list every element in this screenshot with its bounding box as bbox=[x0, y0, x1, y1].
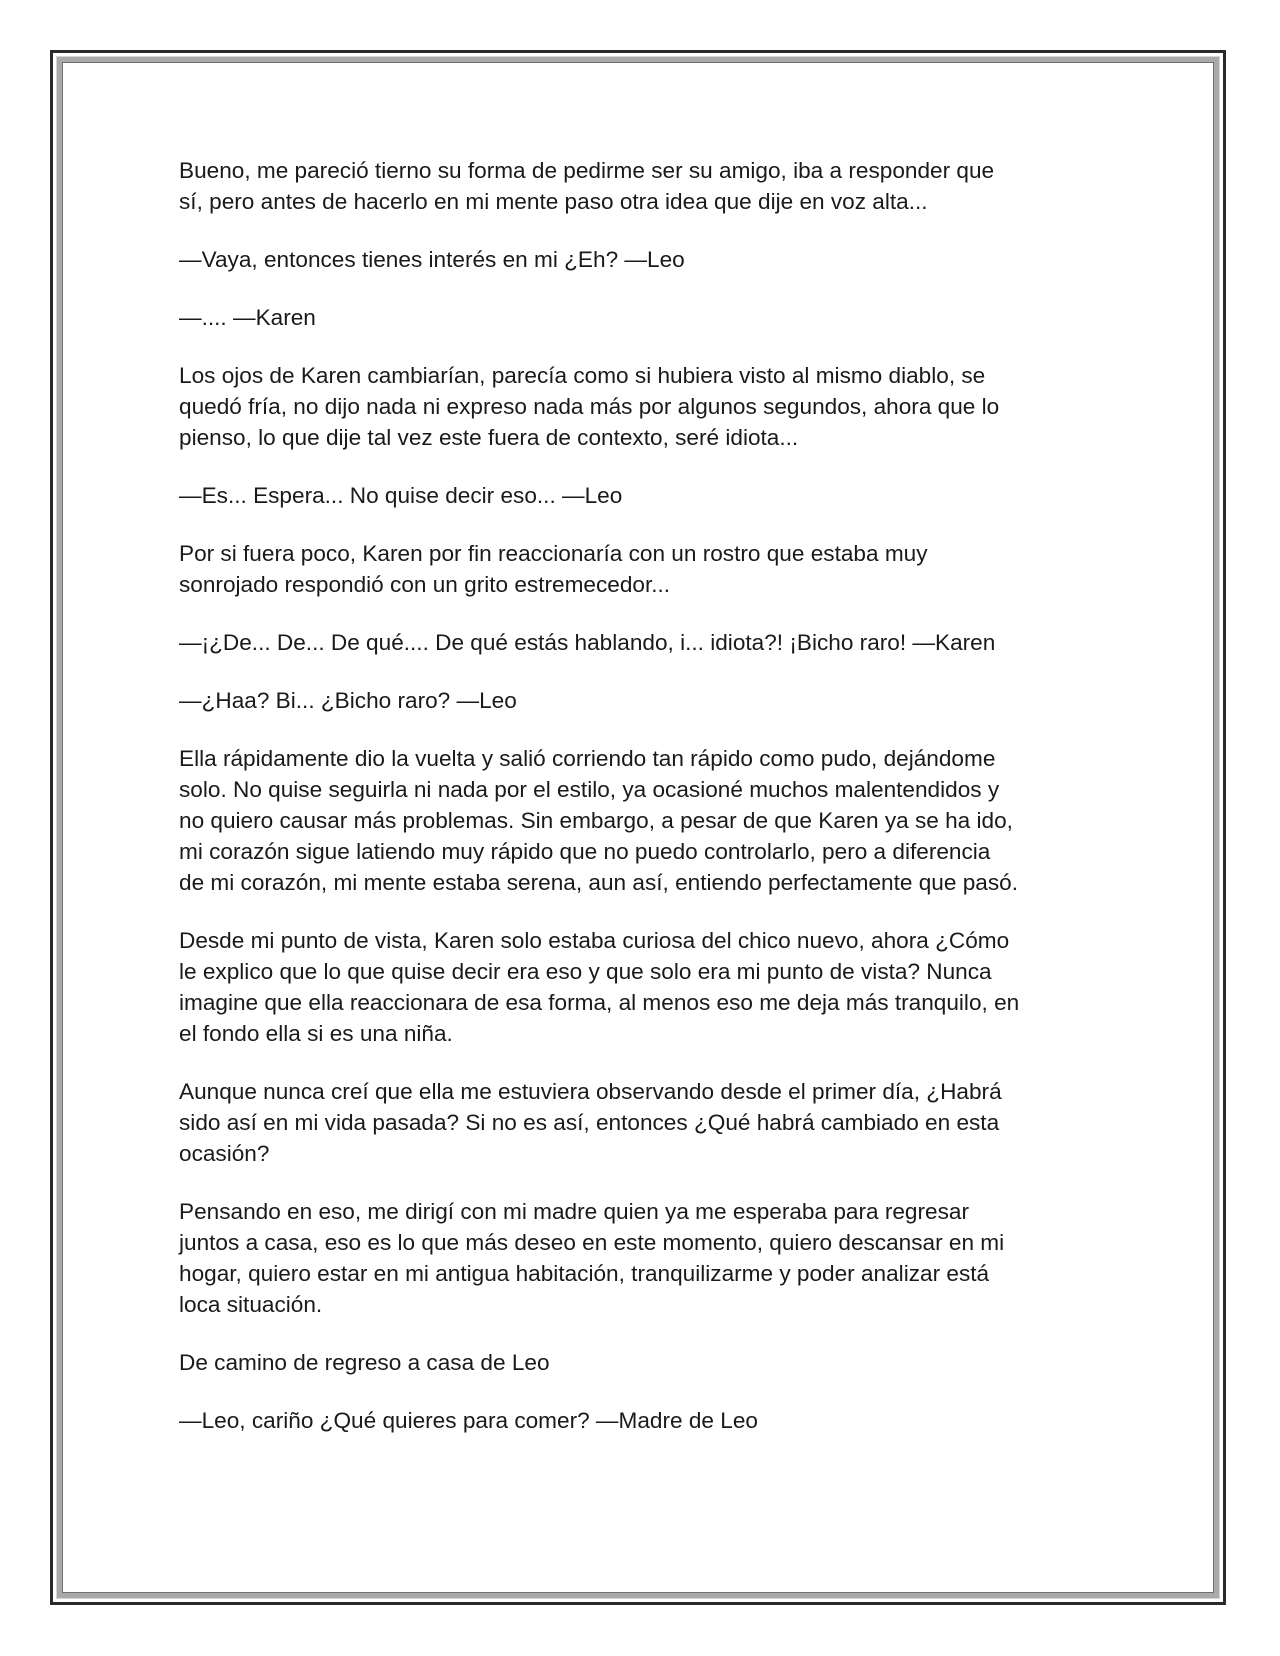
scene-note: De camino de regreso a casa de Leo bbox=[179, 1350, 550, 1375]
dialogue-line: —Leo, cariño ¿Qué quieres para comer? —Madre de Leo bbox=[179, 1408, 758, 1433]
paragraph: Desde mi punto de vista, Karen solo estaba curiosa del chico nuevo, ahora ¿Cómo le explico que lo que quise decir era eso y que solo era mi punto de vista? Nunca imagine que ella reaccionara de esa forma, al menos eso me deja más tranquilo, en el fondo ella si es una niña. bbox=[179, 928, 1020, 1046]
dialogue-line: —Vaya, entonces tienes interés en mi ¿Eh? —Leo bbox=[179, 247, 685, 272]
dialogue-line: —Es... Espera... No quise decir eso... —Leo bbox=[179, 483, 623, 508]
dialogue-line: —.... —Karen bbox=[179, 305, 316, 330]
paragraph: Los ojos de Karen cambiarían, parecía como si hubiera visto al mismo diablo, se quedó fría, no dijo nada ni expreso nada más por algunos segundos, ahora que lo pienso, lo que dije tal vez este fuera de contexto, seré idiota... bbox=[179, 363, 1000, 450]
dialogue-line: —¡¿De... De... De qué.... De qué estás hablando, i... idiota?! ¡Bicho raro! —Karen bbox=[179, 630, 996, 655]
paragraph: Bueno, me pareció tierno su forma de pedirme ser su amigo, iba a responder que sí, pero antes de hacerlo en mi mente paso otra idea que dije en voz alta... bbox=[179, 158, 995, 214]
document-text bbox=[179, 155, 1114, 1463]
paragraph: Ella rápidamente dio la vuelta y salió corriendo tan rápido como pudo, dejándome solo. No quise seguirla ni nada por el estilo, ya ocasioné muchos malentendidos y no quiero causar más problemas. Sin embargo, a pesar de que Karen ya se ha ido, mi corazón sigue latiendo muy rápido que no puedo controlarlo, pero a diferencia de mi corazón, mi mente estaba serena, aun así, entiendo perfectamente que pasó. bbox=[179, 746, 1018, 895]
dialogue-line: —¿Haa? Bi... ¿Bicho raro? —Leo bbox=[179, 688, 517, 713]
paragraph: Por si fuera poco, Karen por fin reaccionaría con un rostro que estaba muy sonrojado respondió con un grito estremecedor... bbox=[179, 541, 928, 597]
paragraph: Aunque nunca creí que ella me estuviera observando desde el primer día, ¿Habrá sido así en mi vida pasada? Si no es así, entonces ¿Qué habrá cambiado en esta ocasión? bbox=[179, 1079, 1002, 1166]
page-frame bbox=[50, 50, 1226, 1605]
paragraph: Pensando en eso, me dirigí con mi madre quien ya me esperaba para regresar juntos a casa, eso es lo que más deseo en este momento, quiero descansar en mi hogar, quiero estar en mi antigua habitación, tranquilizarme y poder analizar está loca situación. bbox=[179, 1199, 1005, 1317]
